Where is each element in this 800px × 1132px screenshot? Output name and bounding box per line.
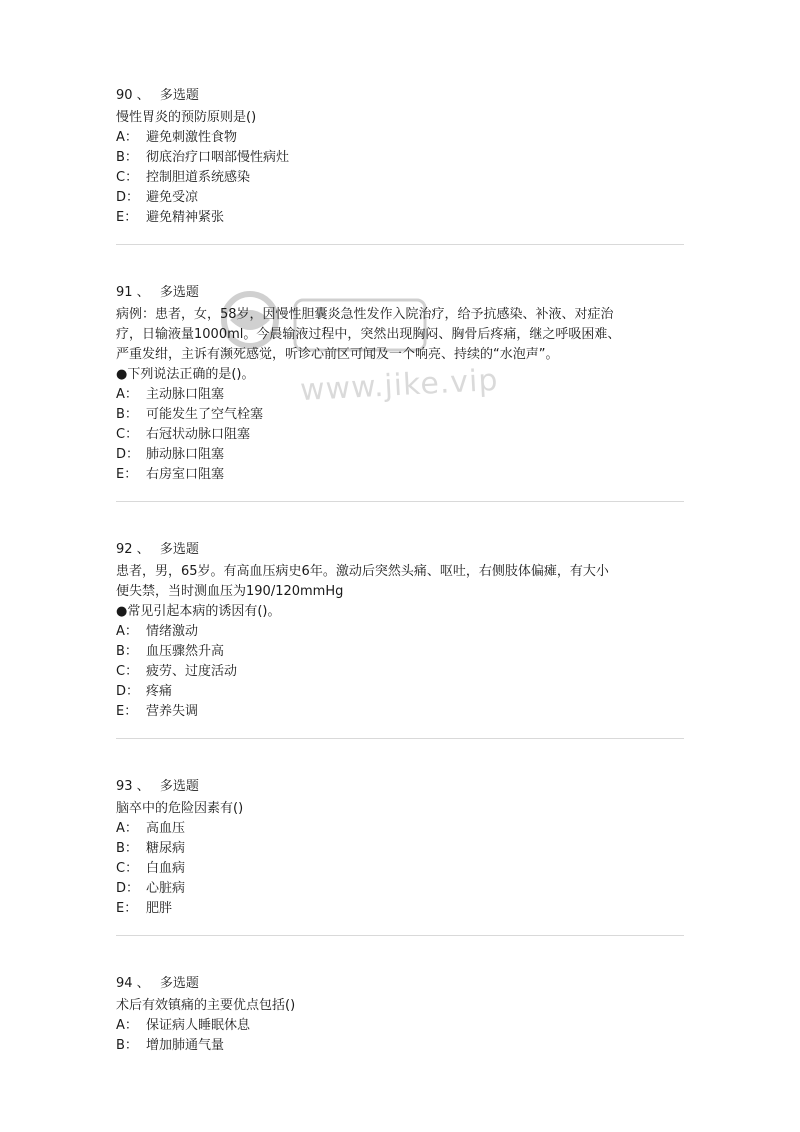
option-text: 血压骤然升高 (146, 644, 225, 659)
question-type: 多选题 (159, 285, 199, 300)
answer-option (116, 899, 684, 919)
answer-option (116, 859, 684, 879)
option-text: 控制胆道系统感染 (146, 170, 251, 185)
option-text: 心脏病 (146, 881, 186, 896)
option-letter: C： (116, 427, 139, 442)
question-list (116, 86, 684, 1056)
answer-option (116, 642, 684, 662)
option-text: 彻底治疗口咽部慢性病灶 (146, 150, 290, 165)
option-letter: A： (116, 624, 138, 639)
option-letter: B： (116, 1038, 138, 1053)
answer-option (116, 188, 684, 208)
option-text: 保证病人睡眠休息 (146, 1018, 251, 1033)
answer-option (116, 662, 684, 682)
option-letter: E： (116, 210, 138, 225)
question-stem: 慢性胃炎的预防原则是() (116, 110, 257, 125)
question-type: 多选题 (159, 88, 199, 103)
option-letter: D： (116, 447, 140, 462)
option-letter: A： (116, 130, 138, 145)
question-stem: 术后有效镇痛的主要优点包括() (116, 998, 296, 1013)
question-stem: ●下列说法正确的是()。 (116, 367, 255, 382)
question-stem: 脑卒中的危险因素有() (116, 801, 244, 816)
answer-option (116, 385, 684, 405)
option-letter: D： (116, 684, 140, 699)
answer-option (116, 622, 684, 642)
option-letter: B： (116, 150, 138, 165)
spacer (116, 936, 684, 974)
answer-option (116, 1016, 684, 1036)
option-letter: C： (116, 170, 139, 185)
question-header (116, 283, 684, 303)
option-letter: B： (116, 841, 138, 856)
answer-option (116, 1036, 684, 1056)
spacer (116, 739, 684, 777)
option-text: 肺动脉口阻塞 (146, 447, 225, 462)
answer-option (116, 702, 684, 722)
option-letter: E： (116, 467, 138, 482)
question-block (116, 86, 684, 228)
question-stem: 严重发绀，主诉有濒死感觉，听诊心前区可闻及一个响亮、持续的“水泡声”。 (116, 347, 559, 362)
question-stem: 疗，日输液量1000ml。今晨输液过程中，突然出现胸闷、胸骨后疼痛，继之呼吸困难、 (116, 327, 621, 342)
option-text: 避免精神紧张 (146, 210, 225, 225)
option-text: 糖尿病 (146, 841, 186, 856)
question-header (116, 86, 684, 106)
question-type: 多选题 (159, 976, 199, 991)
spacer (116, 502, 684, 540)
option-text: 右冠状动脉口阻塞 (146, 427, 251, 442)
question-stem: 便失禁，当时测血压为190/120mmHg (116, 584, 344, 599)
watermark-text: www.jike.vip (299, 362, 500, 409)
answer-option (116, 128, 684, 148)
option-letter: C： (116, 664, 139, 679)
option-text: 疲劳、过度活动 (146, 664, 238, 679)
answer-option (116, 819, 684, 839)
option-letter: A： (116, 1018, 138, 1033)
option-letter: A： (116, 821, 138, 836)
option-text: 右房室口阻塞 (146, 467, 225, 482)
answer-option (116, 879, 684, 899)
question-stem: 病例：患者，女，58岁，因慢性胆囊炎急性发作入院治疗，给予抗感染、补液、对症治 (116, 307, 614, 322)
question-number: 92 、 (116, 542, 150, 557)
option-text: 可能发生了空气栓塞 (146, 407, 264, 422)
answer-option (116, 682, 684, 702)
answer-option (116, 208, 684, 228)
option-text: 避免受凉 (146, 190, 199, 205)
option-letter: A： (116, 387, 138, 402)
question-number: 94 、 (116, 976, 150, 991)
answer-option (116, 445, 684, 465)
answer-option (116, 405, 684, 425)
option-text: 疼痛 (146, 684, 173, 699)
question-block (116, 777, 684, 919)
question-block (116, 540, 684, 722)
question-block (116, 974, 684, 1056)
question-header (116, 974, 684, 994)
answer-option (116, 465, 684, 485)
option-letter: D： (116, 881, 140, 896)
question-block (116, 283, 684, 485)
option-text: 避免刺激性食物 (146, 130, 238, 145)
option-letter: E： (116, 901, 138, 916)
spacer (116, 245, 684, 283)
option-letter: B： (116, 644, 138, 659)
question-stem: 患者，男，65岁。有高血压病史6年。激动后突然头痛、呕吐，右侧肢体偏瘫，有大小 (116, 564, 609, 579)
option-text: 增加肺通气量 (146, 1038, 225, 1053)
option-text: 肥胖 (146, 901, 173, 916)
question-type: 多选题 (159, 542, 199, 557)
question-header (116, 777, 684, 797)
question-stem: ●常见引起本病的诱因有()。 (116, 604, 281, 619)
option-text: 情绪激动 (146, 624, 199, 639)
option-letter: B： (116, 407, 138, 422)
option-letter: C： (116, 861, 139, 876)
question-header (116, 540, 684, 560)
answer-option (116, 168, 684, 188)
option-text: 高血压 (146, 821, 186, 836)
answer-option (116, 839, 684, 859)
option-letter: E： (116, 704, 138, 719)
option-text: 营养失调 (146, 704, 199, 719)
question-number: 93 、 (116, 779, 150, 794)
answer-option (116, 425, 684, 445)
option-letter: D： (116, 190, 140, 205)
answer-option (116, 148, 684, 168)
question-number: 91 、 (116, 285, 150, 300)
question-number: 90 、 (116, 88, 150, 103)
question-type: 多选题 (159, 779, 199, 794)
option-text: 主动脉口阻塞 (146, 387, 225, 402)
option-text: 白血病 (146, 861, 186, 876)
